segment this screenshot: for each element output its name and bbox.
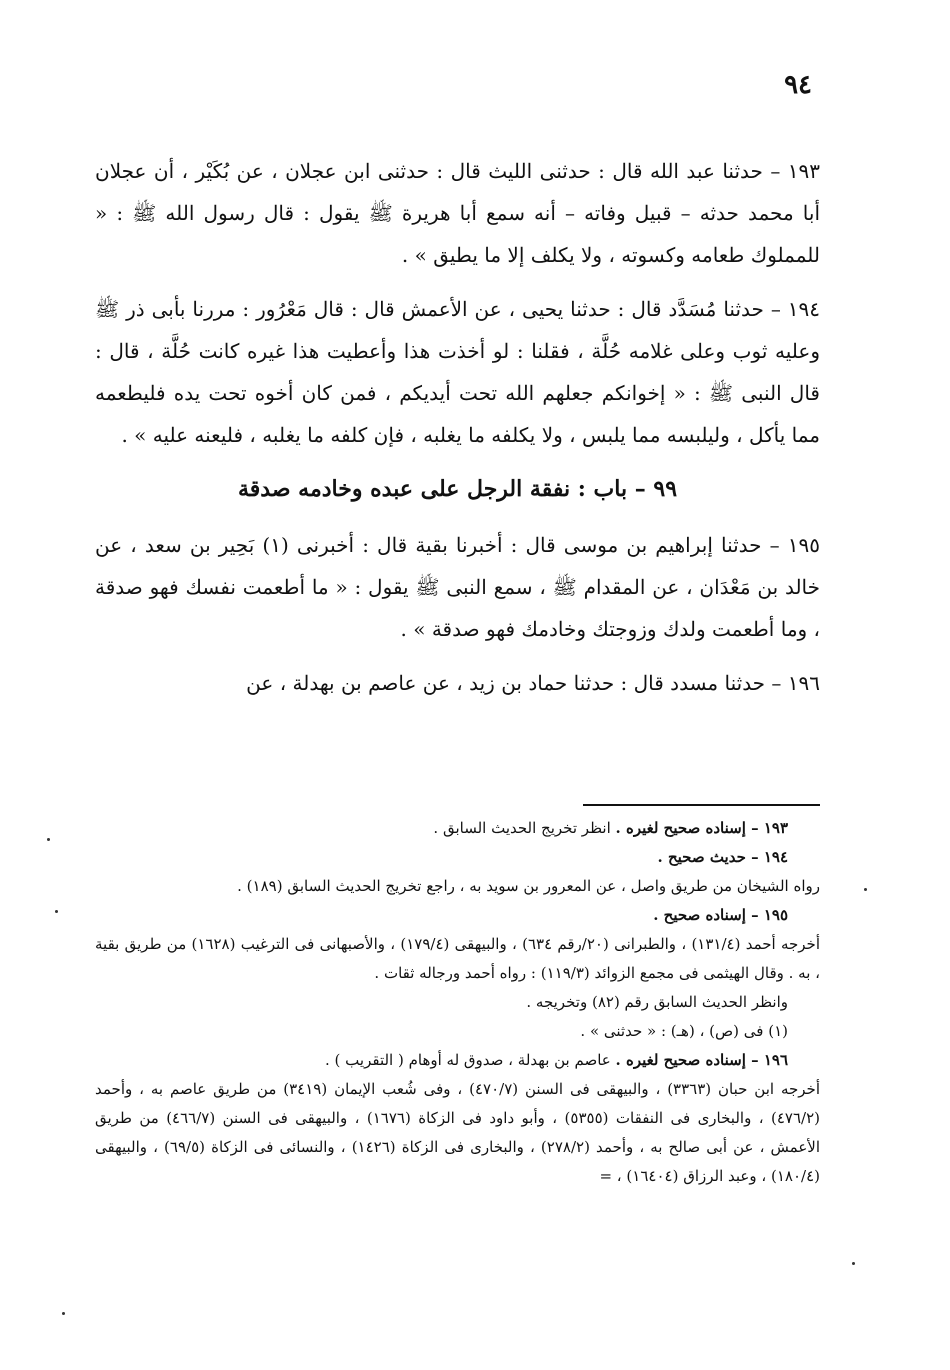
page-number: ٩٤ xyxy=(784,70,812,100)
hadith-196: ١٩٦ – حدثنا مسدد قال : حدثنا حماد بن زيد ، عن عاصم بن بهدلة ، عن xyxy=(246,671,820,695)
main-text xyxy=(95,150,820,716)
footnote-194-head: ١٩٤ – حديث صحيح . xyxy=(657,848,788,866)
footnote-193-text: انظر تخريج الحديث السابق . xyxy=(433,819,616,837)
scan-speck xyxy=(62,1312,65,1315)
footnote-195-head: ١٩٥ – إسناده صحيح . xyxy=(653,906,788,924)
footnote-196-head: ١٩٦ – إسناده صحيح لغيره . xyxy=(615,1051,788,1069)
footnote-196-more: أخرجه ابن حبان (٣٣٦٣) ، والبيهقى فى السنن (٤٧٠/٧) ، وفى شُعب الإيمان (٣٤١٩) من طريق عاصم به ، وأحمد (٤٧٦/٢) ، والبخارى فى النفقات (٥٣٥٥) ، وأبو داود فى الزكاة (١٦٧٦) ، والبيهقى فى السنن (٤٦٦/٧) من طريق الأعمش ، عن أبى صالح به ، وأحمد (٢٧٨/٢) ، والبخارى فى الزكاة (١٤٢٦) ، والنسائى فى الزكاة (٦٩/٥) ، والبيهقى (١٨٠/٤) ، وعبد الرزاق (١٦٤٠٤) ، = xyxy=(95,1080,820,1185)
footnote-195-note: (١) فى (ص) ، (هـ) : « حدثنى » . xyxy=(580,1022,788,1040)
footnote-195-text: أخرجه أحمد (١٣١/٤) ، والطبرانى (٢٠/رقم ٦٣٤) ، والبيهقى (١٧٩/٤) ، والأصبهانى فى الترغيب (١٦٢٨) من طريق بقية ، به . وقال الهيثمى فى مجمع الزوائد (١١٩/٣) : رواه أحمد ورجاله ثقات . xyxy=(95,935,821,982)
chapter-heading: ٩٩ – باب : نفقة الرجل على عبده وخادمه صدقة xyxy=(237,476,678,502)
scan-speck xyxy=(864,888,867,891)
footnote-193 xyxy=(95,814,820,843)
footnote-196 xyxy=(95,1046,820,1075)
footnote-separator xyxy=(583,804,820,806)
hadith-194: ١٩٤ – حدثنا مُسَدَّد قال : حدثنا يحيى ، عن الأعمش قال : قال مَعْرُور : مررنا بأبى ذر ﷺ وعليه ثوب وعلى غلامه حُلَّة ، فقلنا : لو أخذت هذا وأعطيت هذا غيره كانت حُلَّة ، قال : قال النبى ﷺ : « إخوانكم جعلهم الله تحت أيديكم ، فمن كان أخوه تحت يده فليطعمه مما يأكل ، وليلبسه مما يلبس ، ولا يكلفه ما يغلبه ، فإن كلفه ما يغلبه ، فليعنه عليه » . xyxy=(95,297,820,447)
footnote-194-text: رواه الشيخان من طريق واصل ، عن المعرور بن سويد به ، راجع تخريج الحديث السابق (١٨٩) . xyxy=(237,877,820,895)
footnote-193-head: ١٩٣ – إسناده صحيح لغيره . xyxy=(615,819,788,837)
footnote-196-text: عاصم بن بهدلة ، صدوق له أوهام ( التقريب ) . xyxy=(325,1051,616,1069)
scan-speck xyxy=(55,910,58,913)
scan-speck xyxy=(852,1262,855,1265)
hadith-193: ١٩٣ – حدثنا عبد الله قال : حدثنى الليث قال : حدثنى ابن عجلان ، عن بُكَيْر ، أن عجلان أبا محمد حدثه – قبيل وفاته – أنه سمع أبا هريرة ﷺ يقول : قال رسول الله ﷺ : « للمملوك طعامه وكسوته ، ولا يكلف إلا ما يطيق » . xyxy=(95,159,820,267)
footnote-195-see: وانظر الحديث السابق رقم (٨٢) وتخريجه . xyxy=(526,993,788,1011)
hadith-195: ١٩٥ – حدثنا إبراهيم بن موسى قال : أخبرنا بقية قال : أخبرنى (١) بَحِير بن سعد ، عن خالد بن مَعْدَان ، عن المقدام ﷺ ، سمع النبى ﷺ يقول : « ما أطعمت نفسك فهو صدقة ، وما أطعمت ولدك وزوجتك وخادمك فهو صدقة » . xyxy=(95,533,820,641)
footnotes xyxy=(95,814,820,1191)
scan-speck xyxy=(47,838,50,841)
